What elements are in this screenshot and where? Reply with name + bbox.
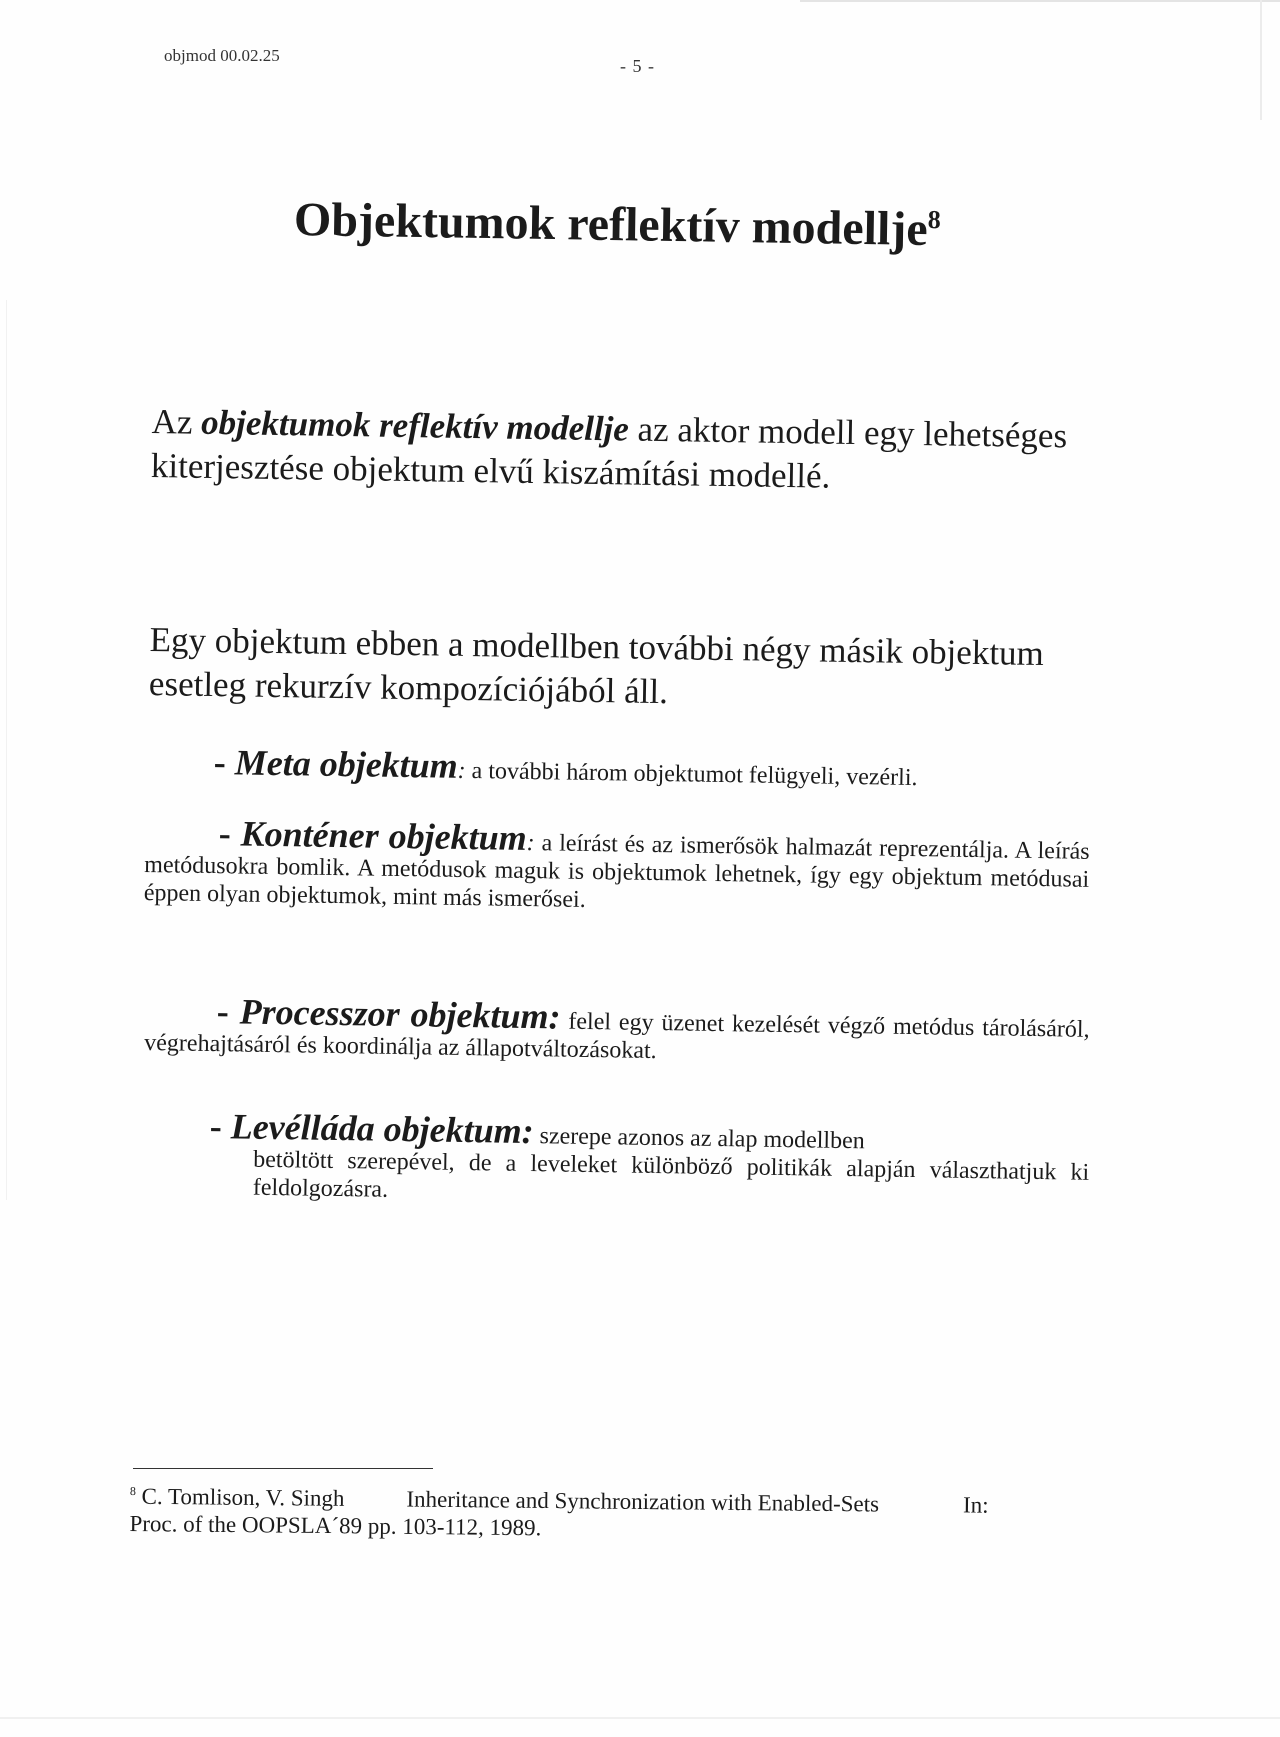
item-text: a leírást és az ismerősök halmazát reprezentálja. A leírás metódusokra bomlik. A metódusok maguk is objektumok lehetnek, így egy objektum metódusai éppen olyan objektumok, mint más ismerősei. xyxy=(143,830,1090,913)
page-title-text: Objektumok reflektív modellje xyxy=(293,193,929,256)
footnote-source: Proc. of the OOPSLA´89 pp. 103-112, 1989. xyxy=(129,1510,542,1540)
footnote-authors: C. Tomlison, V. Singh xyxy=(141,1483,345,1511)
composition-paragraph: Egy objektum ebben a modellben további négy másik objektum esetleg rekurzív kompozíciójából áll. xyxy=(148,619,1045,712)
intro-paragraph xyxy=(151,400,1092,503)
item-kontener-objektum xyxy=(143,813,1090,922)
item-dash: - xyxy=(218,813,242,854)
page-title xyxy=(294,192,941,257)
intro-emphasis: objektumok reflektív modellje xyxy=(200,402,630,449)
footnote-in-label: In: xyxy=(962,1492,989,1518)
item-term: Processzor objektum: xyxy=(239,991,561,1037)
item-dash: - xyxy=(216,991,240,1032)
footnote-mark: 8 xyxy=(129,1483,136,1499)
item-levellada-objektum xyxy=(209,1106,1090,1215)
footnote-divider xyxy=(133,1468,433,1469)
item-dash: - xyxy=(213,742,236,783)
title-footnote-ref: 8 xyxy=(927,204,942,235)
item-term: Konténer objektum xyxy=(240,813,528,858)
item-text: a további három objektumot felügyeli, vezérli. xyxy=(465,757,918,792)
item-colon: : xyxy=(526,829,535,857)
scan-edge-left xyxy=(6,300,7,1200)
item-processzor-objektum xyxy=(144,991,1090,1072)
scan-edge-top xyxy=(800,0,1280,2)
item-continuation: betöltött szerepével, de a leveleket különböző politikák alapján választhatjuk ki feldolgozásra. xyxy=(252,1146,1090,1203)
item-colon: : xyxy=(457,757,466,784)
intro-rest: az aktor modell egy lehetséges kiterjesztése objektum elvű kiszámítási modellé. xyxy=(150,409,1068,496)
intro-prefix: Az xyxy=(151,401,202,442)
item-text: felel egy üzenet kezelését végző metódus tárolásáról, végrehajtásáról és koordinálja az állapotváltozásokat. xyxy=(144,1008,1090,1065)
footnote xyxy=(129,1478,1090,1547)
header-page-number: - 5 - xyxy=(620,56,655,76)
item-text: szerepe azonos az alap modellben xyxy=(533,1123,865,1155)
scan-edge-bottom xyxy=(0,1717,1280,1719)
item-dash: - xyxy=(209,1106,232,1147)
header-doc-id: objmod 00.02.25 xyxy=(164,46,280,65)
item-meta-objektum xyxy=(213,742,1073,795)
footnote-title: Inheritance and Synchronization with Enabled-Sets xyxy=(406,1486,880,1517)
item-term: Levélláda objektum: xyxy=(230,1106,534,1152)
scan-edge-right xyxy=(1260,0,1262,120)
item-term: Meta objektum xyxy=(234,742,459,786)
